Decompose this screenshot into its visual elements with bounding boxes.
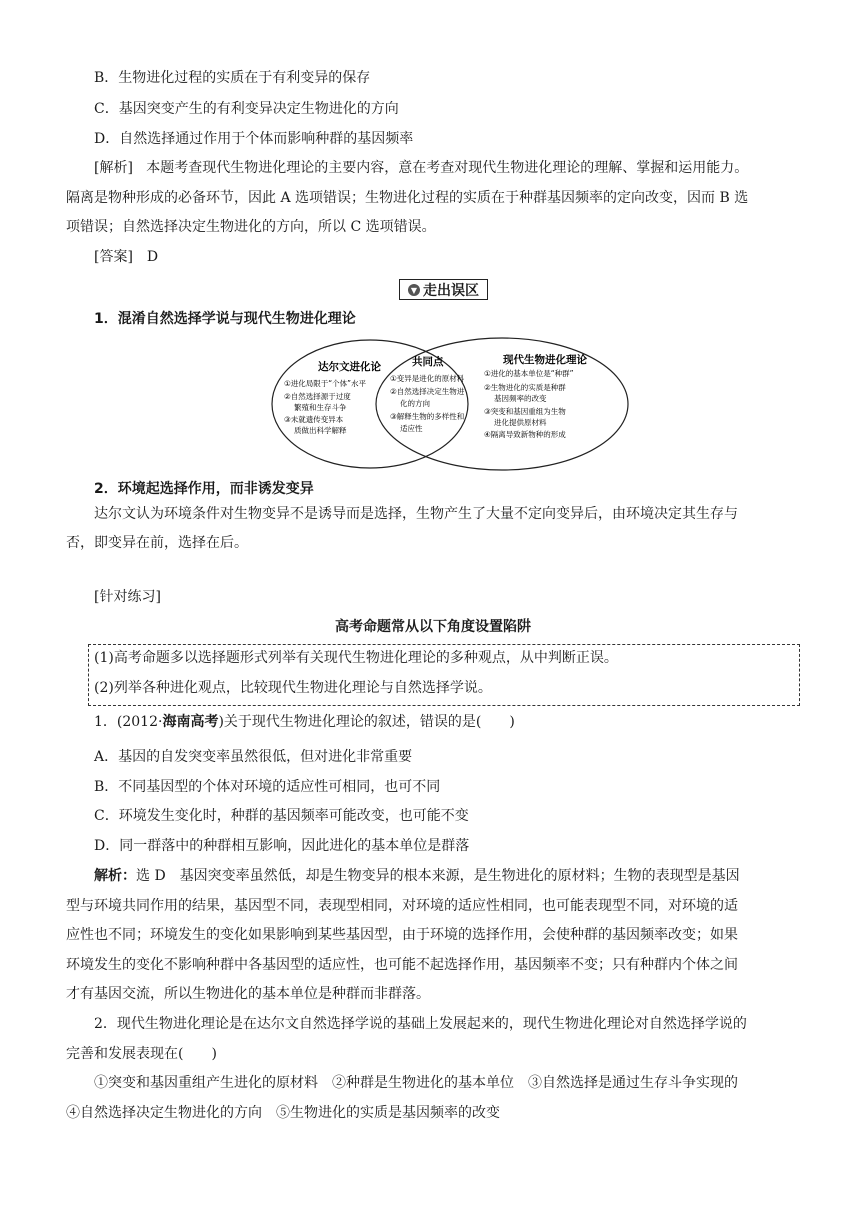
venn-right-item-1: ①进化的基本单位是“种群” [484,369,574,378]
q2-stem-2: 完善和发展表现在( ) [66,1046,217,1062]
option-c: C．基因突变产生的有利变异决定生物进化的方向 [94,101,399,117]
trap-item-1: (1)高考命题多以选择题形式列举有关现代生物进化理论的多种观点，从中判断正误。 [94,650,618,666]
q2-options-1: ①突变和基因重组产生进化的原材料 ②种群是生物进化的基本单位 ③自然选择是通过生存斗争实现的 [94,1075,738,1091]
analysis-line-1 [94,158,748,178]
venn-middle-item-2: ②自然选择决定生物进 [390,387,465,396]
q1-stem-post: )关于现代生物进化理论的叙述，错误的是( ) [218,714,515,730]
section-badge-label: 走出误区 [423,282,479,299]
q1-option-a: A．基因的自发突变率虽然很低，但对进化非常重要 [94,749,413,765]
point-2-text-1: 达尔文认为环境条件对生物变异不是诱导而是选择，生物产生了大量不定向变异后，由环境决定其生存与 [94,506,738,522]
q1-analysis-line-2: 型与环境共同作用的结果，基因型不同，表现型相同，对环境的适应性相同，也可能表现型不同，对环境的适 [66,898,738,914]
section-badge [399,279,488,300]
trap-item-2: (2)列举各种进化观点，比较现代生物进化理论与自然选择学说。 [94,680,492,696]
answer-line: [答案] D [94,249,159,265]
q1-source: 海南高考 [162,714,219,730]
venn-right-item-6: ④隔离导致新物种的形成 [484,430,566,439]
option-d: D．自然选择通过作用于个体而影响种群的基因频率 [94,131,414,147]
q1-analysis-text-1: 选 D 基因突变率虽然低，却是生物变异的根本来源，是生物进化的原材料；生物的表现型是基因 [136,868,740,884]
trap-title: 高考命题常从以下角度设置陷阱 [335,619,531,635]
point-1-heading: 1．混淆自然选择学说与现代生物进化理论 [94,311,356,327]
q1-option-d: D．同一群落中的种群相互影响，因此进化的基本单位是群落 [94,838,470,854]
venn-middle-item-4: ③解释生物的多样性和 [390,412,465,421]
q1-stem-pre: 1．(2012· [94,714,163,730]
venn-middle-item-3: 化的方向 [400,399,430,408]
point-2-heading: 2．环境起选择作用，而非诱发变异 [94,481,314,497]
venn-middle-item-1: ①变异是进化的原材料 [390,374,465,383]
analysis-line-3: 项错误；自然选择决定生物进化的方向，所以 C 选项错误。 [66,219,436,235]
analysis-text-1: 本题考查现代生物进化理论的主要内容，意在考查对现代生物进化理论的理解、掌握和运用能力。 [146,160,749,176]
analysis-tag: [解析] [94,160,133,176]
venn-diagram [270,336,630,472]
q1-analysis-line-1 [94,866,740,886]
venn-left-item-3: 繁殖和生存斗争 [294,403,347,412]
venn-right-item-3: 基因频率的改变 [494,394,547,403]
venn-right-item-2: ②生物进化的实质是种群 [484,383,566,392]
q1-stem [94,712,515,732]
venn-middle-title: 共同点 [412,356,444,368]
q2-stem-1: 2．现代生物进化理论是在达尔文自然选择学说的基础上发展起来的，现代生物进化理论对自然选择学说的 [94,1016,747,1032]
q1-analysis-line-3: 应性也不同；环境发生的变化如果影响到某些基因型，由于环境的选择作用，会使种群的基因频率改变；如果 [66,927,738,943]
chevron-down-icon: ▼ [408,284,420,296]
q2-options-2: ④自然选择决定生物进化的方向 ⑤生物进化的实质是基因频率的改变 [66,1105,500,1121]
venn-right-item-4: ③突变和基因重组为生物 [484,407,566,416]
venn-middle-item-5: 适应性 [400,424,423,433]
q1-analysis-tag: 解析： [94,868,136,884]
point-2-text-2: 否，即变异在前，选择在后。 [66,535,248,551]
q1-option-b: B．不同基因型的个体对环境的适应性可相同，也可不同 [94,779,441,795]
venn-left-title: 达尔文进化论 [318,361,381,373]
analysis-line-2: 隔离是物种形成的必备环节，因此 A 选项错误；生物进化过程的实质在于种群基因频率的定向改变，因而 B 选 [66,190,749,206]
venn-right-item-5: 进化提供原材料 [494,418,547,427]
option-b: B．生物进化过程的实质在于有利变异的保存 [94,70,371,86]
q1-analysis-line-4: 环境发生的变化不影响种群中各基因型的适应性，也可能不起选择作用，基因频率不变；只有种群内个体之间 [66,957,738,973]
practice-tag: [针对练习] [94,589,161,605]
venn-right-title: 现代生物进化理论 [503,354,587,366]
venn-left-item-4: ③未就遗传变异本 [284,415,344,424]
venn-left-item-2: ②自然选择源于过度 [284,392,351,401]
venn-left-item-5: 质做出科学解释 [294,426,347,435]
q1-option-c: C．环境发生变化时，种群的基因频率可能改变，也可能不变 [94,808,469,824]
venn-left-item-1: ①进化局限于“个体”水平 [284,379,366,388]
q1-analysis-line-5: 才有基因交流，所以生物进化的基本单位是种群而非群落。 [66,986,430,1002]
